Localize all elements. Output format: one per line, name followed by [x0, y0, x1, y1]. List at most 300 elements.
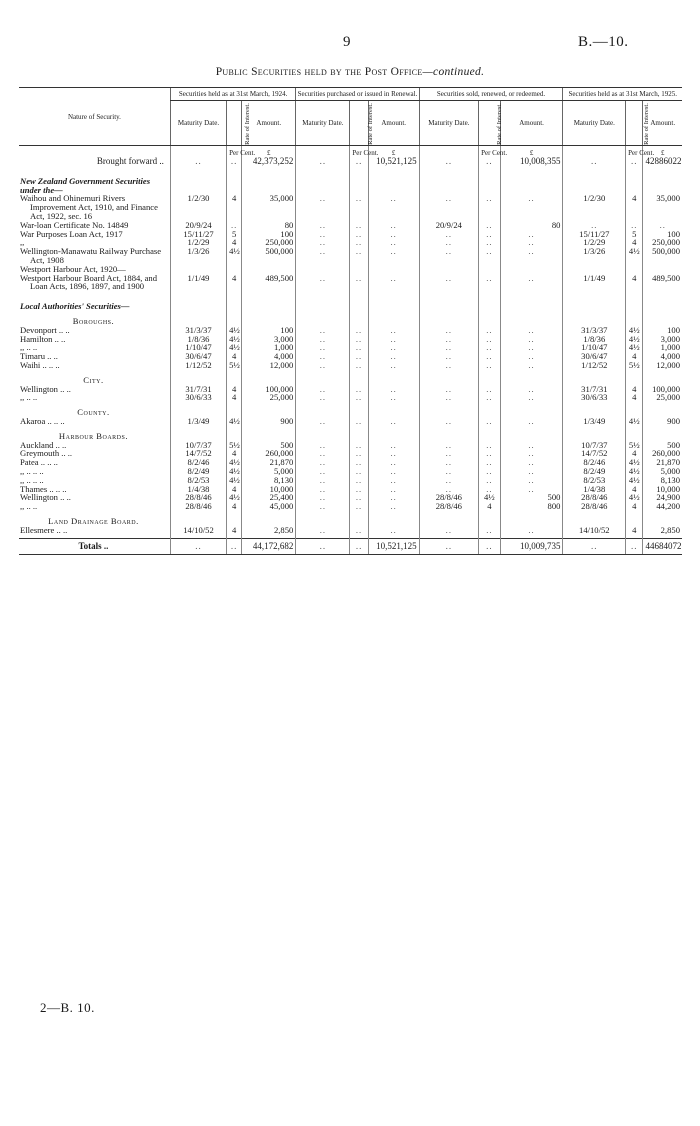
maturity-cell: 10/7/37	[563, 441, 626, 450]
rate-cell: ..	[350, 157, 368, 174]
security-name-text: Ellesmere .. ..	[20, 524, 68, 535]
unit-pound: £	[500, 146, 563, 158]
maturity-cell: 31/7/31	[170, 385, 226, 394]
empty-cell	[626, 370, 643, 385]
empty-cell	[242, 311, 296, 326]
rate-cell: 4	[227, 393, 242, 402]
amount-cell: ..	[500, 467, 563, 476]
maturity-cell: ..	[419, 274, 478, 292]
maturity-cell: ..	[296, 274, 350, 292]
amount-cell: 10,000	[242, 485, 296, 494]
rate-cell: ..	[479, 326, 501, 335]
amount-cell: 2,850	[643, 526, 682, 535]
rate-cell: 5	[626, 230, 643, 239]
maturity-cell: ..	[296, 352, 350, 361]
maturity-cell: 1/1/49	[170, 274, 226, 292]
rate-cell: ..	[479, 449, 501, 458]
rate-cell: ..	[626, 157, 643, 174]
maturity-cell: ..	[419, 157, 478, 174]
table-title	[0, 66, 700, 78]
maturity-cell: ..	[296, 485, 350, 494]
amount-cell: 900	[242, 417, 296, 426]
maturity-cell: 14/7/52	[563, 449, 626, 458]
maturity-cell: ..	[296, 449, 350, 458]
rate-cell: ..	[350, 476, 368, 485]
maturity-cell: ..	[296, 326, 350, 335]
amount-cell: ..	[368, 247, 419, 265]
subheading: City.	[83, 374, 104, 385]
maturity-cell: 28/8/46	[170, 493, 226, 502]
rate-cell: 4	[227, 274, 242, 292]
amount-cell: ..	[368, 343, 419, 352]
empty-cell	[350, 426, 368, 441]
rate-cell: ..	[479, 417, 501, 426]
subheading: Harbour Boards.	[58, 430, 128, 441]
maturity-cell: ..	[563, 221, 626, 230]
security-name-text: Westport Harbour Board Act, 1884, and Loan Acts, 1896, 1897, and 1900	[20, 272, 158, 292]
amount-cell: 80	[242, 221, 296, 230]
rate-cell: 4½	[227, 476, 242, 485]
amount-cell: ..	[500, 194, 563, 220]
amount-cell: 250,000	[242, 238, 296, 247]
empty-cell	[170, 291, 226, 299]
security-name	[19, 230, 170, 239]
maturity-cell: 20/9/24	[170, 221, 226, 230]
empty-cell	[563, 511, 626, 526]
maturity-cell: 28/8/46	[419, 502, 478, 511]
title-main: Public Securities held by the Post Office	[215, 66, 423, 78]
security-name-text: Wellington .. ..	[20, 383, 71, 394]
security-name	[19, 502, 170, 511]
amount-cell: 260,000	[643, 449, 682, 458]
rate-cell: 4½	[227, 493, 242, 502]
maturity-cell: ..	[563, 539, 626, 555]
maturity-cell: ..	[419, 352, 478, 361]
security-name-text: Waihou and Ohinemuri Rivers Improvement Act, 1910, and Finance Act, 1922, sec. 16	[20, 193, 158, 221]
rate-cell: ..	[350, 417, 368, 426]
rate-cell: 4	[227, 502, 242, 511]
amount-cell: 44,200	[643, 502, 682, 511]
empty-cell	[500, 511, 563, 526]
rate-cell: ..	[350, 274, 368, 292]
rate-cell: ..	[479, 221, 501, 230]
security-name-text: Hamilton .. ..	[20, 333, 66, 344]
maturity-cell: 31/7/31	[563, 385, 626, 394]
rate-cell: ..	[479, 385, 501, 394]
empty-cell	[170, 174, 226, 195]
security-name	[19, 194, 170, 220]
maturity-cell: 31/3/37	[563, 326, 626, 335]
maturity-cell: ..	[296, 221, 350, 230]
empty-cell	[242, 291, 296, 299]
maturity-cell: ..	[296, 417, 350, 426]
maturity-cell: ..	[296, 247, 350, 265]
security-name-text: Thames .. .. ..	[20, 483, 67, 494]
security-name-text: Patea .. .. ..	[20, 457, 58, 468]
empty-cell	[643, 402, 682, 417]
empty-cell	[368, 311, 419, 326]
rate-cell: ..	[350, 247, 368, 265]
rate-cell: 4½	[227, 335, 242, 344]
maturity-cell: ..	[296, 458, 350, 467]
empty-cell	[242, 370, 296, 385]
rate-cell: ..	[350, 493, 368, 502]
empty-cell	[170, 426, 226, 441]
amount-cell: 1,000	[242, 343, 296, 352]
rate-cell: 4½	[227, 343, 242, 352]
table-row	[19, 194, 682, 220]
amount-cell: 2,850	[242, 526, 296, 535]
empty-cell	[563, 174, 626, 195]
maturity-cell: 1/3/49	[563, 417, 626, 426]
maturity-cell: 30/6/33	[563, 393, 626, 402]
security-name	[19, 417, 170, 426]
rate-cell: 5½	[227, 361, 242, 370]
maturity-cell: 1/12/52	[563, 361, 626, 370]
maturity-cell: 28/8/46	[170, 502, 226, 511]
rate-cell: ..	[350, 385, 368, 394]
rate-cell: ..	[479, 526, 501, 535]
security-name-text: Timaru .. ..	[20, 351, 58, 362]
maturity-cell: 30/6/47	[563, 352, 626, 361]
amount-cell: ..	[368, 502, 419, 511]
maturity-cell: ..	[419, 194, 478, 220]
empty-cell	[643, 370, 682, 385]
rate-cell: ..	[350, 326, 368, 335]
amount-cell: 260,000	[242, 449, 296, 458]
empty-cell	[626, 291, 643, 299]
amount-cell: ..	[500, 458, 563, 467]
subheading: Land Drainage Board.	[48, 515, 139, 526]
security-name-text: Auckland .. ..	[20, 439, 67, 450]
security-name-text: ,, .. ..	[20, 501, 38, 512]
empty-cell	[563, 370, 626, 385]
maturity-cell: ..	[296, 476, 350, 485]
security-name-text: Greymouth .. ..	[20, 448, 73, 459]
empty-cell	[242, 299, 296, 311]
maturity-cell: 1/10/47	[563, 343, 626, 352]
rate-cell: ..	[350, 238, 368, 247]
amount-cell: 25,000	[242, 393, 296, 402]
rate-cell: 4½	[227, 326, 242, 335]
amount-cell: 8,130	[643, 476, 682, 485]
amount-cell: ..	[368, 361, 419, 370]
maturity-header: Maturity Date.	[296, 101, 350, 146]
rate-cell: 4½	[626, 493, 643, 502]
rate-cell: 4	[227, 526, 242, 535]
empty-cell	[296, 370, 350, 385]
empty-cell	[643, 299, 682, 311]
amount-cell: 500,000	[643, 247, 682, 265]
spacer-row	[19, 291, 682, 299]
totals-label: Totals ..	[19, 539, 170, 555]
empty-cell	[419, 511, 478, 526]
rate-cell: 4½	[626, 467, 643, 476]
rate-cell: 4	[626, 502, 643, 511]
empty-cell	[479, 291, 501, 299]
empty-cell	[563, 299, 626, 311]
amount-cell: 3,000	[242, 335, 296, 344]
rate-cell: ..	[350, 539, 368, 555]
rate-cell: 4½	[626, 247, 643, 265]
rate-cell: 4½	[227, 458, 242, 467]
amount-cell: ..	[368, 393, 419, 402]
amount-cell: 42,373,252	[242, 157, 296, 174]
amount-cell: 489,500	[643, 274, 682, 292]
empty-cell	[563, 311, 626, 326]
rate-cell: 4½	[626, 417, 643, 426]
rate-cell: ..	[227, 221, 242, 230]
amount-cell: 250,000	[643, 238, 682, 247]
maturity-cell: ..	[419, 485, 478, 494]
maturity-cell: ..	[296, 238, 350, 247]
amount-cell: 100	[643, 326, 682, 335]
group-header-1925: Securities held as at 31st March, 1925.	[563, 88, 682, 101]
rate-cell: 4½	[626, 458, 643, 467]
empty-cell	[368, 291, 419, 299]
maturity-cell: 8/2/53	[563, 476, 626, 485]
maturity-header: Maturity Date.	[419, 101, 478, 146]
security-name	[19, 393, 170, 402]
group-header-1924: Securities held as at 31st March, 1924.	[170, 88, 295, 101]
maturity-cell: 1/4/38	[170, 485, 226, 494]
security-name-text: Waihi .. .. ..	[20, 359, 60, 370]
section-heading-row	[19, 174, 682, 195]
amount-cell: 35,000	[643, 194, 682, 220]
amount-cell: 42886022	[643, 157, 682, 174]
security-name	[19, 247, 170, 265]
rate-cell: ..	[227, 539, 242, 555]
table-row	[19, 526, 682, 535]
footer-reference: 2—B. 10.	[40, 1000, 95, 1015]
empty-cell	[479, 174, 501, 195]
empty-cell	[643, 291, 682, 299]
maturity-cell: 1/12/52	[170, 361, 226, 370]
empty-cell	[296, 511, 350, 526]
empty-cell	[350, 311, 368, 326]
maturity-cell: 14/10/52	[170, 526, 226, 535]
rate-cell: ..	[479, 441, 501, 450]
rate-cell: 4	[626, 449, 643, 458]
amount-cell: 10,008,355	[500, 157, 563, 174]
amount-cell: 4,000	[242, 352, 296, 361]
security-name-text: ,, .. ..	[20, 342, 38, 353]
unit-percent: Per Cent.	[227, 146, 242, 158]
amount-cell: ..	[500, 238, 563, 247]
amount-cell: 35,000	[242, 194, 296, 220]
maturity-cell: ..	[296, 467, 350, 476]
amount-cell: ..	[643, 221, 682, 230]
empty-cell	[170, 402, 226, 417]
rate-cell: ..	[350, 335, 368, 344]
section-heading: Local Authorities' Securities—	[20, 301, 130, 312]
amount-cell: ..	[368, 526, 419, 535]
maturity-cell: 20/9/24	[419, 221, 478, 230]
empty-cell	[500, 174, 563, 195]
rate-cell: ..	[479, 352, 501, 361]
rate-cell: ..	[350, 449, 368, 458]
maturity-cell: ..	[296, 526, 350, 535]
page-number: 9	[343, 34, 351, 50]
maturity-cell: ..	[296, 502, 350, 511]
amount-cell: 100,000	[242, 385, 296, 394]
security-name-text: ,,	[20, 237, 25, 248]
maturity-cell: ..	[296, 343, 350, 352]
rate-cell: ..	[350, 467, 368, 476]
empty-cell	[227, 426, 242, 441]
amount-cell: ..	[500, 476, 563, 485]
amount-cell: ..	[368, 485, 419, 494]
empty-cell	[626, 402, 643, 417]
amount-cell: ..	[368, 238, 419, 247]
empty-cell	[563, 426, 626, 441]
amount-cell: 500	[643, 441, 682, 450]
rate-cell: ..	[479, 467, 501, 476]
amount-cell: 21,870	[242, 458, 296, 467]
rate-cell: 4	[626, 194, 643, 220]
security-name	[19, 385, 170, 394]
amount-cell: 489,500	[242, 274, 296, 292]
rate-cell: 4	[626, 393, 643, 402]
rate-cell: 4½	[479, 493, 501, 502]
maturity-cell: 8/2/46	[563, 458, 626, 467]
rate-cell: ..	[350, 526, 368, 535]
empty-cell	[368, 174, 419, 195]
rate-cell: ..	[626, 539, 643, 555]
maturity-cell: ..	[419, 441, 478, 450]
rate-cell: ..	[350, 361, 368, 370]
rate-cell: 4	[626, 352, 643, 361]
empty-cell	[626, 426, 643, 441]
rate-cell: 4	[227, 238, 242, 247]
maturity-cell: ..	[419, 393, 478, 402]
amount-cell: 8,130	[242, 476, 296, 485]
maturity-cell: 1/2/30	[563, 194, 626, 220]
rate-cell: 4	[626, 238, 643, 247]
maturity-cell: ..	[419, 343, 478, 352]
amount-cell: ..	[500, 526, 563, 535]
empty-cell	[643, 426, 682, 441]
empty-cell	[368, 370, 419, 385]
amount-cell: 800	[500, 502, 563, 511]
empty-cell	[563, 402, 626, 417]
rate-cell: ..	[227, 157, 242, 174]
rate-header-text: Rate of Interest.	[243, 102, 251, 145]
maturity-cell: 1/4/38	[563, 485, 626, 494]
amount-cell: ..	[500, 343, 563, 352]
title-continued: —continued.	[422, 66, 485, 78]
rate-cell: 4	[227, 352, 242, 361]
amount-cell: 1,000	[643, 343, 682, 352]
rate-cell: 4½	[227, 247, 242, 265]
security-name	[19, 361, 170, 370]
security-name-text: War-loan Certificate No. 14849	[20, 219, 129, 230]
amount-cell: ..	[368, 467, 419, 476]
empty-cell	[170, 311, 226, 326]
maturity-cell: 10/7/37	[170, 441, 226, 450]
subheading-row	[19, 402, 682, 417]
amount-cell: 25,400	[242, 493, 296, 502]
maturity-header: Maturity Date.	[170, 101, 226, 146]
empty-cell	[350, 291, 368, 299]
maturity-cell: ..	[296, 194, 350, 220]
empty-cell	[368, 299, 419, 311]
amount-cell: ..	[500, 393, 563, 402]
security-name-text: War Purposes Loan Act, 1917	[20, 228, 123, 239]
empty-cell	[170, 299, 226, 311]
group-header-purchased: Securities purchased or issued in Renewal.	[296, 88, 419, 101]
maturity-cell: ..	[296, 493, 350, 502]
empty-cell	[479, 370, 501, 385]
empty-cell	[227, 299, 242, 311]
maturity-cell: ..	[419, 539, 478, 555]
empty-cell	[643, 311, 682, 326]
amount-cell: 44684072	[643, 539, 682, 555]
amount-cell: 3,000	[643, 335, 682, 344]
empty-cell	[626, 311, 643, 326]
amount-header: Amount.	[643, 101, 682, 146]
rate-cell: ..	[479, 458, 501, 467]
amount-cell: ..	[368, 194, 419, 220]
amount-cell: ..	[368, 274, 419, 292]
amount-cell: 100,000	[643, 385, 682, 394]
amount-cell: ..	[368, 441, 419, 450]
amount-cell: ..	[500, 230, 563, 239]
maturity-header: Maturity Date.	[563, 101, 626, 146]
group-header-row	[19, 88, 682, 101]
amount-cell: ..	[500, 361, 563, 370]
amount-cell: 45,000	[242, 502, 296, 511]
rate-cell: 4	[626, 274, 643, 292]
security-name-text: Akaroa .. .. ..	[20, 415, 65, 426]
subheading-row	[19, 511, 682, 526]
amount-cell: 100	[242, 230, 296, 239]
rate-cell: ..	[350, 502, 368, 511]
maturity-cell: ..	[296, 385, 350, 394]
rate-cell: ..	[350, 352, 368, 361]
empty-cell	[368, 511, 419, 526]
unit-pound: £	[242, 146, 296, 158]
maturity-cell: 1/3/49	[170, 417, 226, 426]
rate-cell: ..	[350, 194, 368, 220]
maturity-cell: 28/8/46	[563, 493, 626, 502]
maturity-cell: ..	[296, 361, 350, 370]
rate-cell: 4½	[227, 417, 242, 426]
subheading-row	[19, 426, 682, 441]
rate-header	[227, 101, 251, 146]
amount-cell: ..	[500, 352, 563, 361]
amount-header: Amount.	[242, 101, 296, 146]
maturity-cell: 28/8/46	[419, 493, 478, 502]
rate-header	[626, 101, 651, 146]
empty-cell	[296, 402, 350, 417]
rate-cell: 5	[227, 230, 242, 239]
rate-cell: 4½	[626, 326, 643, 335]
empty-cell	[419, 370, 478, 385]
empty-cell	[296, 291, 350, 299]
rate-cell: 5½	[626, 441, 643, 450]
subheading-row	[19, 370, 682, 385]
amount-cell: 900	[643, 417, 682, 426]
empty-cell	[227, 174, 242, 195]
empty-cell	[500, 370, 563, 385]
amount-cell: 10,521,125	[368, 157, 419, 174]
amount-cell: ..	[500, 485, 563, 494]
table-body	[19, 146, 682, 555]
maturity-cell: 1/2/29	[170, 238, 226, 247]
amount-cell: 100	[242, 326, 296, 335]
empty-cell	[419, 299, 478, 311]
